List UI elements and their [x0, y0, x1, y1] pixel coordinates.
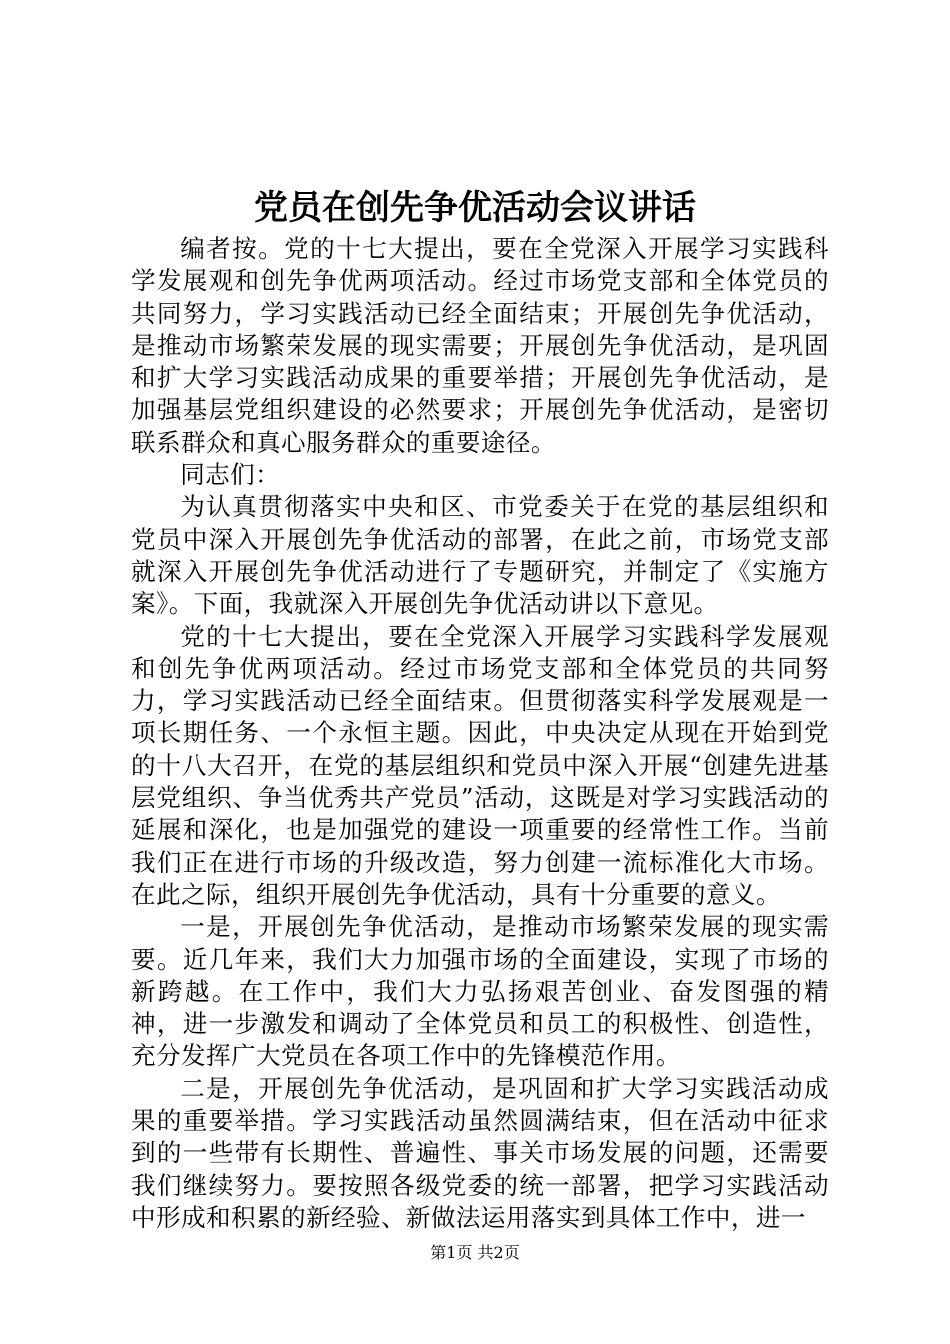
paragraph-greeting: 同志们： [180, 460, 281, 490]
paragraph-intro: 为认真贯彻落实中央和区、市党委关于在党的基层组织和党员中深入开展创先争优活动的部署，在此之前，市场党支部就深入开展创先争优活动进行了专题研究，并制定了《实施方案》。下面，我就深入开展创先争优活动讲以下意见。 [131, 492, 829, 619]
paragraph-point-one: 一是，开展创先争优活动，是推动市场繁荣发展的现实需要。近几年来，我们大力加强市场的全面建设，实现了市场的新跨越。在工作中，我们大力弘扬艰苦创业、奋发图强的精神，进一步激发和调动了全体党员和员工的积极性、创造性，充分发挥广大党员在各项工作中的先锋模范作用。 [131, 912, 829, 1071]
page-number-footer: 第1页 共2页 [430, 1243, 520, 1262]
document-body [131, 233, 829, 1234]
paragraph-background: 党的十七大提出，要在全党深入开展学习实践科学发展观和创先争优两项活动。经过市场党支部和全体党员的共同努力，学习实践活动已经全面结束。但贯彻落实科学发展观是一项长期任务、一个永恒主题。因此，中央决定从现在开始到党的十八大召开，在党的基层组织和党员中深入开展“创建先进基层党组织、争当优秀共产党员”活动，这既是对学习实践活动的延展和深化，也是加强党的建设一项重要的经常性工作。当前我们正在进行市场的升级改造，努力创建一流标准化大市场。在此之际，组织开展创先争优活动，具有十分重要的意义。 [131, 621, 829, 909]
document-title: 党员在创先争优活动会议讲话 [254, 188, 696, 228]
paragraph-point-two: 二是，开展创先争优活动，是巩固和扩大学习实践活动成果的重要举措。学习实践活动虽然圆满结束，但在活动中征求到的一些带有长期性、普遍性、事关市场发展的问题，还需要我们继续努力。要按照各级党委的统一部署，把学习实践活动中形成和积累的新经验、新做法运用落实到具体工作中，进一 [131, 1073, 829, 1232]
paragraph-editor-note: 编者按。党的十七大提出，要在全党深入开展学习实践科学发展观和创先争优两项活动。经过市场党支部和全体党员的共同努力，学习实践活动已经全面结束；开展创先争优活动，是推动市场繁荣发展的现实需要；开展创先争优活动，是巩固和扩大学习实践活动成果的重要举措；开展创先争优活动，是加强基层党组织建设的必然要求；开展创先争优活动，是密切联系群众和真心服务群众的重要途径。 [131, 234, 829, 457]
